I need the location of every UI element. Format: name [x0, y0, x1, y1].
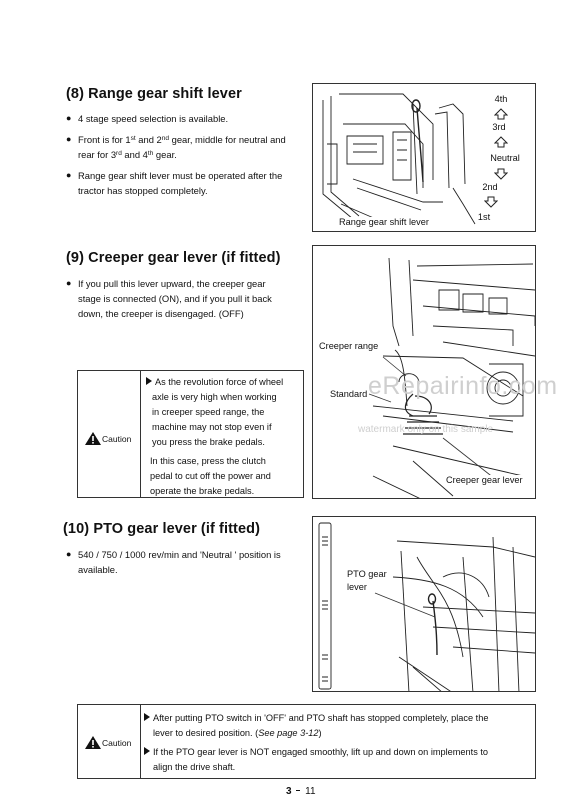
- bullet-icon: ●: [66, 278, 72, 288]
- gear-1st: 1st: [477, 212, 491, 222]
- section-8-heading: (8) Range gear shift lever: [66, 86, 242, 102]
- page-number: 3 11: [286, 786, 316, 797]
- pto-label-line-2: lever: [347, 582, 367, 592]
- bullet-icon: ●: [66, 549, 72, 559]
- warning-icon: [84, 735, 102, 750]
- triangle-bullet-icon: [146, 377, 152, 385]
- triangle-bullet-icon: [144, 713, 150, 721]
- section-9-heading: (9) Creeper gear lever (if fitted): [66, 250, 281, 266]
- standard-label: Standard: [330, 389, 368, 399]
- gear-3rd: 3rd: [492, 122, 506, 132]
- bullet-icon: ●: [66, 170, 72, 180]
- watermark-sub: watermark only on this sample: [358, 424, 494, 435]
- range-gear-figure: [312, 83, 536, 232]
- range-gear-label: Range gear shift lever: [339, 217, 429, 227]
- section-9-bullet: ● If you pull this lever upward, the creeper gear stage is connected (ON), and if you pull it back down, the creeper is disengaged. (OFF): [66, 278, 272, 319]
- section-10-heading: (10) PTO gear lever (if fitted): [63, 521, 261, 537]
- arrow-down-icon: [484, 196, 498, 208]
- creeper-range-label: Creeper range: [319, 341, 379, 351]
- arrow-down-icon: [494, 168, 508, 180]
- section-8-bullet-1: ● 4 stage speed selection is available.: [66, 113, 229, 124]
- section-8-bullet-2: ● Front is for 1st and 2nd gear, middle for neutral and rear for 3rd and 4th gear.: [66, 134, 286, 160]
- arrow-up-icon: [494, 136, 508, 148]
- section-8-bullet-3: ● Range gear shift lever must be operated after the tractor has stopped completely.: [66, 170, 283, 196]
- caution-text: As the revolution force of wheel axle is very high when working in creeper speed range, the machine may not stop even if you press the brake pedals. In this case, press the clutch pedal to cut off the power and operate the brake pedals.: [146, 375, 283, 499]
- gear-2nd: 2nd: [482, 182, 498, 192]
- watermark: eRepairinfo.com: [368, 372, 558, 400]
- section-9-caution: [77, 370, 304, 498]
- triangle-bullet-icon: [144, 747, 150, 755]
- pto-label-line-1: PTO gear: [347, 569, 387, 579]
- gear-4th: 4th: [494, 94, 508, 104]
- arrow-up-icon: [494, 108, 508, 120]
- caution-text: After putting PTO switch in 'OFF' and PTO shaft has stopped completely, place the lever to desired position. (See page 3-12) If the PTO gear lever is NOT engaged smoothly, lift up and down on implements to align the drive shaft.: [144, 711, 488, 775]
- caution-label: Caution: [102, 434, 132, 444]
- section-10-caution: [77, 704, 536, 779]
- pto-gear-figure: [312, 516, 536, 692]
- caution-label: Caution: [102, 738, 132, 748]
- section-10-bullet: ● 540 / 750 / 1000 rev/min and 'Neutral ' position is available.: [66, 549, 281, 575]
- warning-icon: [84, 431, 102, 446]
- bullet-icon: ●: [66, 113, 72, 123]
- creeper-lever-label: Creeper gear lever: [446, 475, 523, 485]
- gear-neutral: Neutral: [490, 153, 520, 163]
- bullet-icon: ●: [66, 134, 72, 144]
- pto-gear-illustration: [313, 517, 536, 692]
